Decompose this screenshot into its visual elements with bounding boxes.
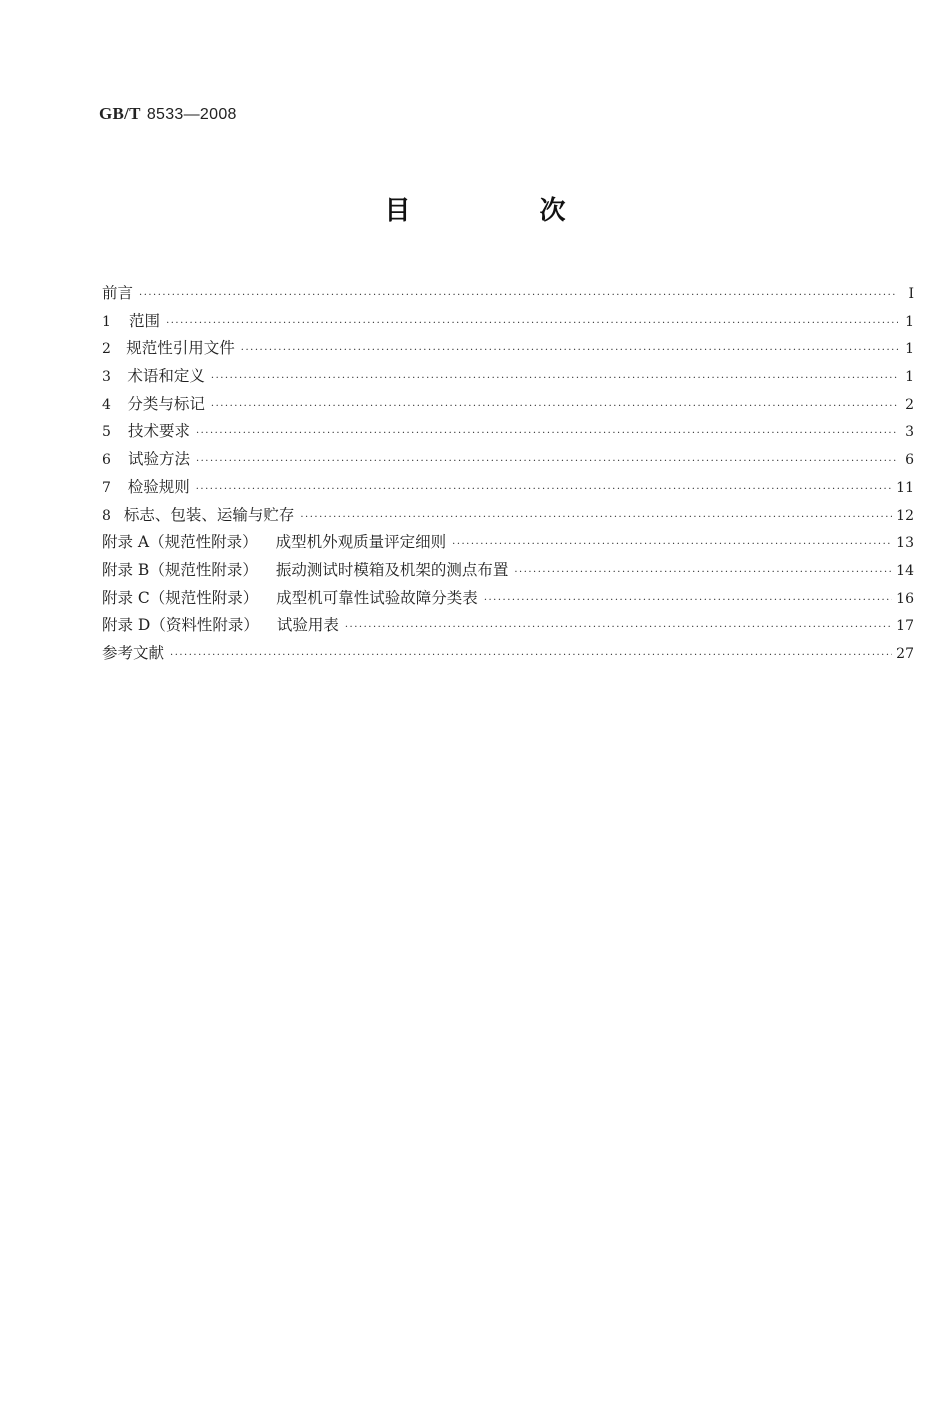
toc-entry-2[interactable] — [102, 335, 914, 363]
toc-entry-page: 27 — [896, 645, 914, 662]
toc-entry-number: 6 — [102, 452, 111, 469]
toc-entry-label: 范围 — [129, 311, 161, 330]
toc-entry-page: 17 — [896, 618, 914, 635]
dot-leader — [484, 587, 892, 615]
dot-leader — [196, 448, 898, 476]
toc-entry-4[interactable] — [102, 391, 914, 419]
toc-entry-6[interactable] — [102, 446, 914, 474]
toc-entry-5[interactable] — [102, 418, 914, 446]
standard-number: 8533—2008 — [146, 106, 237, 123]
toc-entry-7[interactable] — [102, 474, 914, 502]
toc-entry-page: 1 — [905, 369, 914, 386]
toc-entry-label: 分类与标记 — [127, 394, 205, 413]
appendix-designation: 附录 B（规范性附录） — [102, 560, 258, 579]
toc-entry-number: 1 — [102, 313, 111, 330]
toc-entry-number: 4 — [102, 396, 111, 413]
toc-entry-page: 1 — [905, 341, 914, 358]
toc-entry-page: 1 — [905, 313, 914, 330]
toc-entry-label: 前言 — [102, 284, 134, 302]
toc-entry-number: 3 — [102, 369, 111, 386]
toc-entry-page: 13 — [896, 535, 914, 552]
toc-entry-label: 成型机可靠性试验故障分类表 — [276, 588, 478, 607]
dot-leader — [452, 531, 892, 559]
toc-entry-label: 振动测试时模箱及机架的测点布置 — [275, 560, 509, 579]
toc-entry-3[interactable] — [102, 363, 914, 391]
toc-entry-appendix-b[interactable] — [102, 557, 914, 585]
toc-entry-foreword[interactable] — [102, 280, 914, 308]
toc-entry-label: 试验方法 — [127, 450, 190, 469]
dot-leader — [300, 504, 892, 532]
toc-entry-page: I — [908, 286, 914, 302]
appendix-designation: 附录 D（资料性附录） — [102, 616, 259, 635]
toc-entry-page: 11 — [896, 479, 914, 496]
toc-entry-number: 2 — [102, 341, 111, 358]
dot-leader — [241, 337, 898, 365]
toc-entry-1[interactable] — [102, 308, 914, 336]
toc-entry-page: 2 — [905, 396, 914, 413]
dot-leader — [211, 393, 898, 421]
table-of-contents — [102, 280, 914, 668]
toc-entry-label: 成型机外观质量评定细则 — [275, 533, 447, 552]
dot-leader — [166, 310, 898, 338]
toc-entry-label: 检验规则 — [127, 477, 190, 496]
dot-leader — [196, 420, 898, 448]
toc-entry-number: 8 — [102, 507, 111, 524]
dot-leader — [139, 282, 898, 310]
standard-code — [99, 104, 237, 124]
toc-entry-appendix-c[interactable] — [102, 585, 914, 613]
toc-entry-page: 14 — [896, 562, 914, 579]
toc-entry-references[interactable] — [102, 640, 914, 668]
toc-entry-page: 3 — [905, 424, 914, 441]
toc-entry-label: 术语和定义 — [127, 367, 205, 386]
toc-entry-label: 试验用表 — [276, 616, 339, 635]
toc-entry-appendix-a[interactable] — [102, 529, 914, 557]
toc-entry-label: 技术要求 — [127, 422, 190, 441]
appendix-designation: 附录 C（规范性附录） — [102, 588, 259, 607]
appendix-designation: 附录 A（规范性附录） — [102, 533, 258, 552]
toc-entry-appendix-d[interactable] — [102, 612, 914, 640]
toc-entry-page: 12 — [896, 507, 914, 524]
toc-entry-8[interactable] — [102, 502, 914, 530]
toc-entry-page: 16 — [896, 590, 914, 607]
toc-entry-label: 参考文献 — [102, 643, 165, 662]
toc-entry-page: 6 — [905, 452, 914, 469]
dot-leader — [514, 559, 892, 587]
dot-leader — [211, 365, 898, 393]
toc-entry-number: 5 — [102, 424, 111, 441]
standard-prefix: GB/T — [99, 104, 141, 123]
dot-leader — [170, 642, 892, 670]
toc-entry-label: 规范性引用文件 — [126, 339, 235, 358]
dot-leader — [196, 476, 892, 504]
dot-leader — [345, 614, 892, 642]
page-title: 目 次 — [384, 196, 626, 226]
toc-entry-label: 标志、包装、运输与贮存 — [123, 505, 295, 524]
toc-entry-number: 7 — [102, 479, 111, 496]
